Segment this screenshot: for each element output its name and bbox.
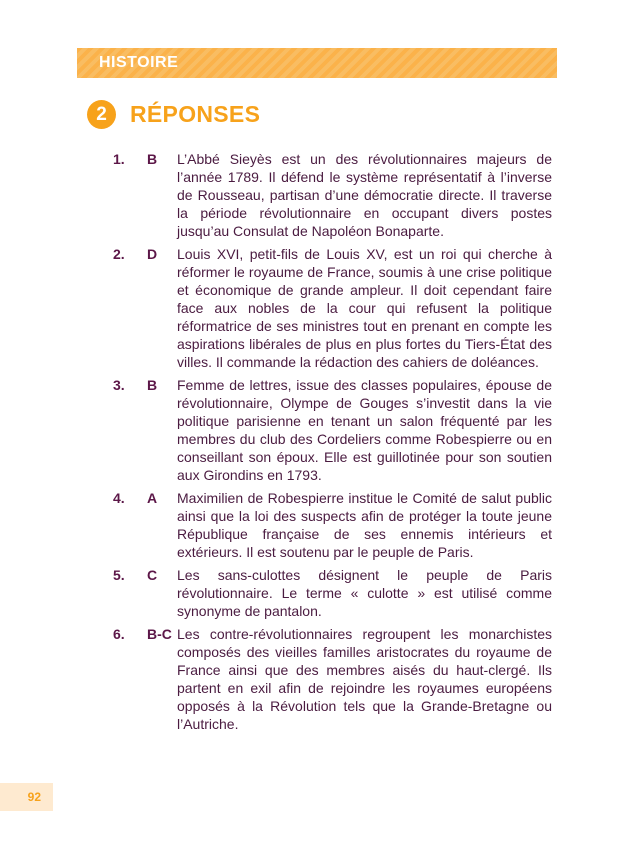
answer-number: 2. [113,246,125,262]
answer-letter: A [147,490,158,506]
section-title: HISTOIRE [99,54,179,71]
answer-item [113,566,553,620]
answer-text: Femme de lettres, issue des classes populaires, épouse de révolutionnaire, Olympe de Gouges s’investit dans la vie politique parisienne en tenant un salon fréquenté par les membres du club des Cordeliers comme Robespierre ou en conseillant son époux. Elle est guillotinée pour son soutien aux Girondins en 1793. [177,377,552,483]
answer-letter: B-C [147,626,172,642]
heading-title: RÉPONSES [130,101,261,127]
answer-letter: B [147,377,158,393]
section-banner [77,48,557,78]
answer-text: Maximilien de Robespierre institue le Comité de salut public ainsi que la loi des suspects afin de protéger la toute jeune République française de ses ennemis intérieurs et extérieurs. Il est soutenu par le peuple de Paris. [177,490,552,560]
answer-number: 5. [113,567,125,583]
answer-text: Louis XVI, petit-fils de Louis XV, est un roi qui cherche à réformer le royaume de France, soumis à une crise politique et économique de grande ampleur. Il doit cependant faire face aux nobles de la cour qui refusent la politique réformatrice de ses ministres tout en prenant en compte les aspirations libérales de plus en plus fortes du Tiers-État des villes. Il commande la rédaction des cahiers de doléances. [177,246,552,370]
answer-item [113,245,553,371]
answer-number: 6. [113,626,125,642]
answer-item [113,625,553,733]
answer-number: 4. [113,490,125,506]
answer-text: Les sans-culottes désignent le peuple de Paris révolutionnaire. Le terme « culotte » est utilisé comme synonyme de pantalon. [177,567,552,619]
answer-text: Les contre-révolutionnaires regroupent les monarchistes composés des vieilles familles aristocrates du royaume de France ainsi que des membres aisés du haut-clergé. Ils partent en exil afin de rejoindre les royaumes européens opposés à la Révolution tels que la Grande-Bretagne ou l’Autriche. [177,626,552,732]
answer-number: 3. [113,377,125,393]
answer-text: L’Abbé Sieyès est un des révolutionnaires majeurs de l’année 1789. Il défend le système représentatif à l’inverse de Rousseau, partisan d’une démocratie directe. Il traverse la période révolutionnaire en occupant divers postes jusqu’au Consulat de Napoléon Bonaparte. [177,151,552,239]
answer-item [113,150,553,240]
answer-letter: B [147,151,158,167]
answer-item [113,376,553,484]
heading [87,100,260,129]
heading-number-badge: 2 [87,100,116,129]
page-number: 92 [0,783,53,811]
answer-item [113,489,553,561]
answer-letter: C [147,567,158,583]
answer-number: 1. [113,151,125,167]
answers-list [113,150,553,738]
answer-letter: D [147,246,158,262]
